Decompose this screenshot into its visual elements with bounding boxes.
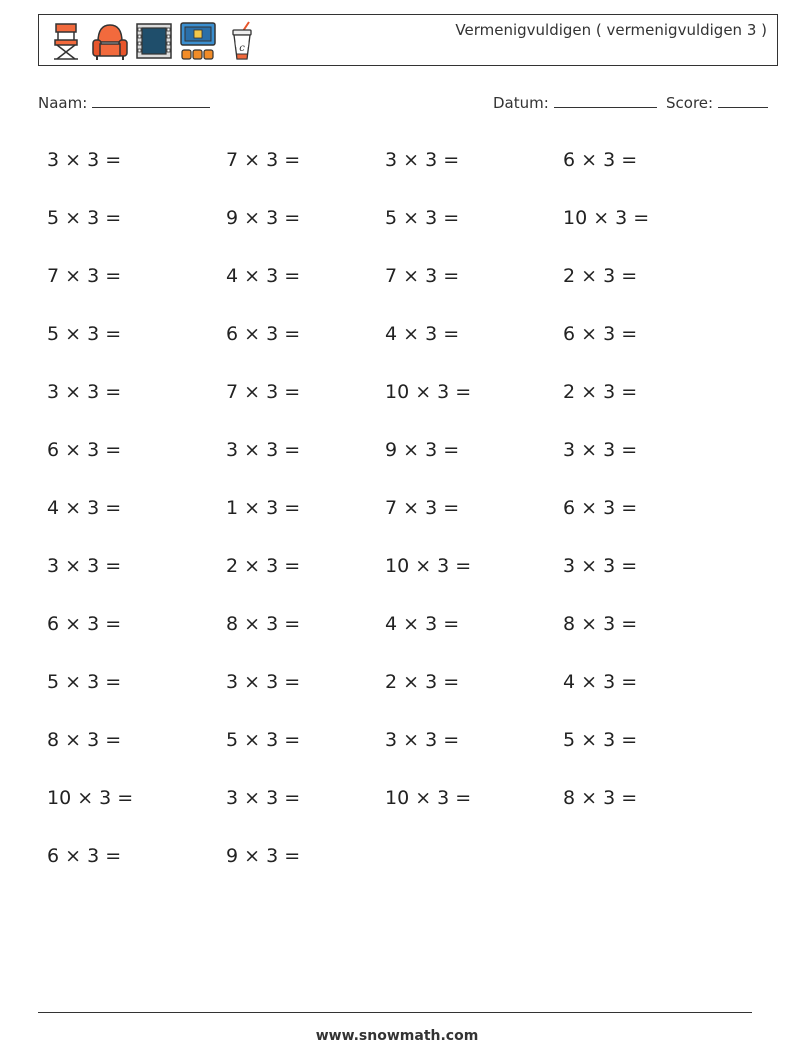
- problem-item: 3 × 3 =: [47, 149, 122, 171]
- problem-item: 7 × 3 =: [226, 149, 301, 171]
- problem-item: 9 × 3 =: [226, 207, 301, 229]
- problem-item: 3 × 3 =: [226, 671, 301, 693]
- problem-item: 10 × 3 =: [563, 207, 650, 229]
- problem-item: 5 × 3 =: [47, 671, 122, 693]
- problem-item: 10 × 3 =: [385, 381, 472, 403]
- problem-item: 8 × 3 =: [563, 787, 638, 809]
- problem-item: 7 × 3 =: [385, 265, 460, 287]
- footer-url: www.snowmath.com: [315, 1028, 479, 1044]
- worksheet-title: Vermenigvuldigen ( vermenigvuldigen 3 ): [455, 21, 767, 39]
- problem-item: 10 × 3 =: [385, 787, 472, 809]
- problem-item: 6 × 3 =: [563, 149, 638, 171]
- problem-item: 2 × 3 =: [563, 265, 638, 287]
- problem-item: 3 × 3 =: [385, 729, 460, 751]
- problem-item: 7 × 3 =: [47, 265, 122, 287]
- problem-item: 3 × 3 =: [47, 555, 122, 577]
- problem-item: 6 × 3 =: [47, 439, 122, 461]
- problem-item: 7 × 3 =: [226, 381, 301, 403]
- problem-item: 10 × 3 =: [385, 555, 472, 577]
- problem-item: 4 × 3 =: [563, 671, 638, 693]
- name-label: Naam:: [38, 94, 88, 112]
- problem-item: 5 × 3 =: [47, 323, 122, 345]
- problem-item: 5 × 3 =: [226, 729, 301, 751]
- problem-item: 3 × 3 =: [385, 149, 460, 171]
- problem-item: 4 × 3 =: [385, 613, 460, 635]
- problem-item: 2 × 3 =: [563, 381, 638, 403]
- problem-item: 2 × 3 =: [385, 671, 460, 693]
- problem-item: 6 × 3 =: [226, 323, 301, 345]
- date-label: Datum:: [493, 94, 549, 112]
- problem-item: 4 × 3 =: [385, 323, 460, 345]
- problem-item: 5 × 3 =: [47, 207, 122, 229]
- svg-text:c: c: [239, 43, 245, 54]
- problem-item: 3 × 3 =: [47, 381, 122, 403]
- problem-item: 10 × 3 =: [47, 787, 134, 809]
- problem-item: 8 × 3 =: [563, 613, 638, 635]
- problem-item: 8 × 3 =: [47, 729, 122, 751]
- problem-item: 9 × 3 =: [385, 439, 460, 461]
- problem-item: 7 × 3 =: [385, 497, 460, 519]
- problem-item: 3 × 3 =: [563, 439, 638, 461]
- problem-item: 6 × 3 =: [47, 613, 122, 635]
- problem-item: 1 × 3 =: [226, 497, 301, 519]
- problem-item: 3 × 3 =: [226, 787, 301, 809]
- score-label: Score:: [666, 94, 714, 112]
- problem-item: 9 × 3 =: [226, 845, 301, 867]
- problem-item: 8 × 3 =: [226, 613, 301, 635]
- footer-divider: [38, 1012, 752, 1013]
- problem-item: 6 × 3 =: [563, 497, 638, 519]
- problem-item: 5 × 3 =: [385, 207, 460, 229]
- problem-item: 4 × 3 =: [47, 497, 122, 519]
- problem-item: 6 × 3 =: [47, 845, 122, 867]
- problem-item: 4 × 3 =: [226, 265, 301, 287]
- problem-item: 3 × 3 =: [226, 439, 301, 461]
- problem-item: 3 × 3 =: [563, 555, 638, 577]
- problem-item: 6 × 3 =: [563, 323, 638, 345]
- problem-item: 5 × 3 =: [563, 729, 638, 751]
- problem-item: 2 × 3 =: [226, 555, 301, 577]
